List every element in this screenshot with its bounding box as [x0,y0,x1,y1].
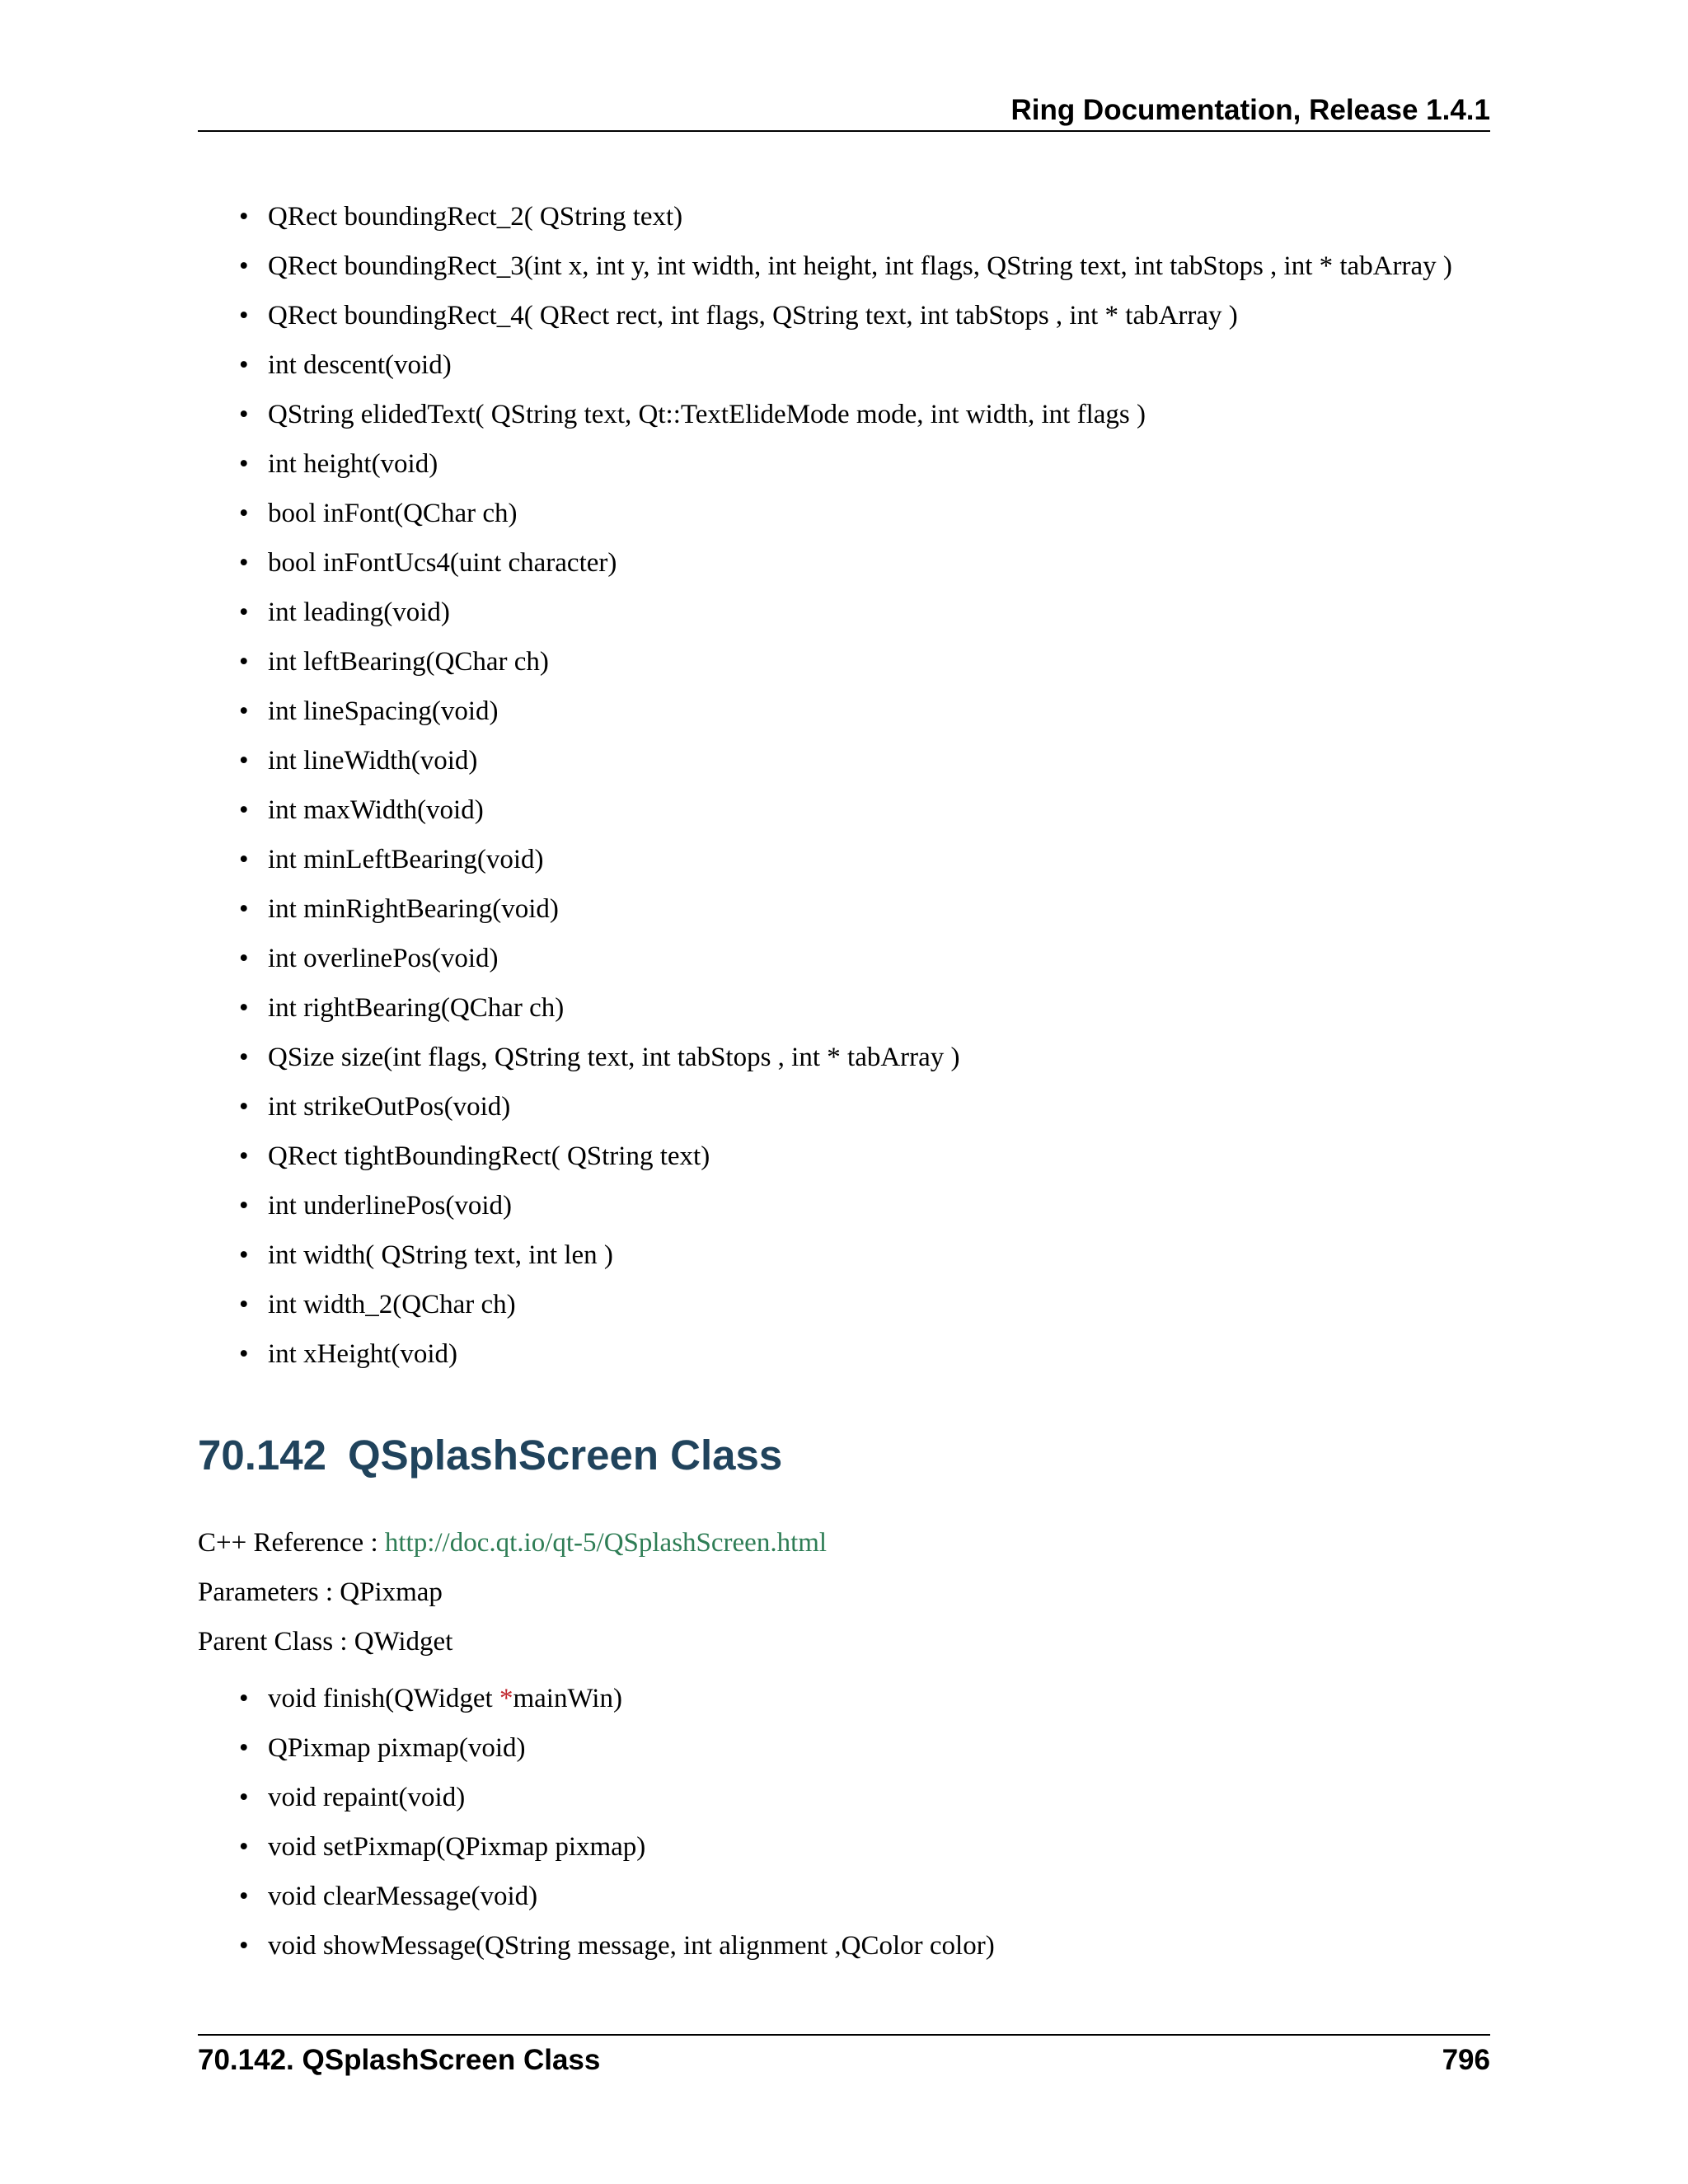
list-item: • int width_2(QChar ch) [239,1286,1452,1336]
list-item: • int underlinePos(void) [239,1188,1452,1237]
list-item: • QRect boundingRect_2( QString text) [239,199,1452,248]
list-item: • QRect boundingRect_4( QRect rect, int flags, QString text, int tabStops , int * tabArray ) [239,298,1452,347]
method-text: mainWin) [513,1684,622,1713]
list-item: • int maxWidth(void) [239,792,1452,841]
list-item: • bool inFontUcs4(uint character) [239,545,1452,594]
list-item: • int lineWidth(void) [239,743,1452,792]
cpp-reference-line [198,1525,827,1561]
reference-link[interactable]: http://doc.qt.io/qt-5/QSplashScreen.html [384,1528,828,1558]
list-item: • int leftBearing(QChar ch) [239,644,1452,693]
list-item: • int overlinePos(void) [239,940,1452,990]
list-item: • int minRightBearing(void) [239,891,1452,940]
list-item: • QSize size(int flags, QString text, int tabStops , int * tabArray ) [239,1039,1452,1089]
list-item: • int descent(void) [239,347,1452,396]
page-header [198,91,1490,132]
parameters-line: Parameters : QPixmap [198,1577,443,1607]
list-item: • QRect boundingRect_3(int x, int y, int width, int height, int flags, QString text, int tabStops , int * tabArray ) [239,248,1452,298]
list-item [239,1680,995,1730]
footer-section-title: 70.142. QSplashScreen Class [198,2044,601,2076]
list-item: • int minLeftBearing(void) [239,841,1452,891]
parent-class-line: Parent Class : QWidget [198,1627,453,1657]
page-number: 796 [1442,2044,1490,2076]
section-number: 70.142 [198,1432,326,1479]
list-item: • int lineSpacing(void) [239,693,1452,743]
list-item: • QPixmap pixmap(void) [239,1730,995,1779]
list-item: • int rightBearing(QChar ch) [239,990,1452,1039]
list-item: • int width( QString text, int len ) [239,1237,1452,1286]
reference-label: C++ Reference : [198,1528,385,1558]
list-item: • int strikeOutPos(void) [239,1089,1452,1138]
method-text: void finish(QWidget [268,1684,499,1713]
list-item: • void repaint(void) [239,1779,995,1829]
asterisk: * [499,1684,513,1713]
section-heading [198,1431,782,1480]
list-item: • void showMessage(QString message, int alignment ,QColor color) [239,1928,995,1977]
method-list-qfontmetrics [239,199,1452,1385]
list-item: • void setPixmap(QPixmap pixmap) [239,1829,995,1878]
list-item: • QRect tightBoundingRect( QString text) [239,1138,1452,1188]
list-item: • int xHeight(void) [239,1336,1452,1385]
list-item: • QString elidedText( QString text, Qt::TextElideMode mode, int width, int flags ) [239,396,1452,446]
method-list-qsplashscreen [239,1680,995,1977]
page-footer [198,2034,1490,2085]
header-title: Ring Documentation, Release 1.4.1 [1010,94,1490,126]
list-item: • bool inFont(QChar ch) [239,495,1452,545]
list-item: • void clearMessage(void) [239,1878,995,1928]
list-item: • int leading(void) [239,594,1452,644]
section-title: QSplashScreen Class [348,1432,783,1479]
list-item: • int height(void) [239,446,1452,495]
